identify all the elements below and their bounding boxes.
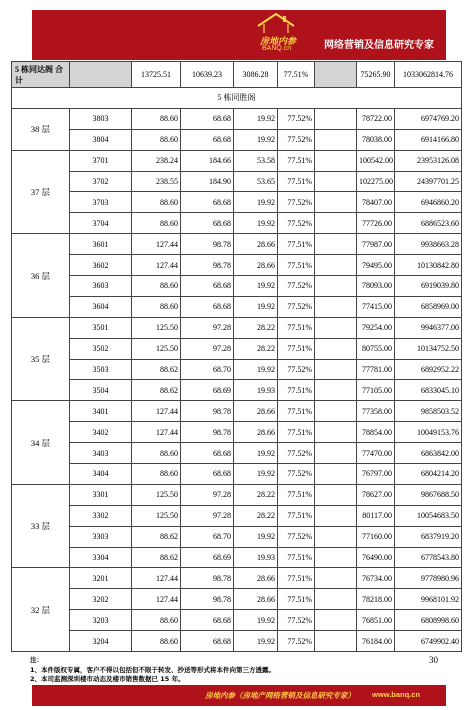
cell-value: 125.50 [132, 505, 181, 526]
notes-heading: 注： [30, 656, 43, 664]
total-value: 3086.28 [234, 62, 278, 88]
header-title: 网络营销及信息研究专家 [324, 40, 434, 51]
unit-number: 3703 [70, 192, 132, 213]
cell-value: 19.92 [234, 129, 278, 150]
logo-brand: 房地内参 [260, 37, 297, 47]
cell-value: 28.66 [234, 589, 278, 610]
cell-value: 19.92 [234, 443, 278, 464]
unit-number: 3602 [70, 255, 132, 276]
cell-value: 6778543.80 [395, 547, 462, 568]
unit-number: 3201 [70, 568, 132, 589]
cell-value: 88.62 [132, 380, 181, 401]
blank-cell [315, 631, 357, 652]
cell-value: 79254.00 [357, 317, 395, 338]
floor-label: 34 层 [12, 401, 70, 485]
section-title: 5 栋同胜阁 [12, 88, 462, 109]
table-row [12, 192, 462, 213]
cell-value: 6804214.20 [395, 464, 462, 485]
cell-value: 6837919.20 [395, 526, 462, 547]
cell-value: 68.68 [181, 192, 234, 213]
unit-number: 3702 [70, 171, 132, 192]
cell-value: 77.51% [278, 150, 315, 171]
cell-value: 77726.00 [357, 213, 395, 234]
cell-value: 88.60 [132, 296, 181, 317]
cell-value: 88.60 [132, 610, 181, 631]
cell-value: 78038.00 [357, 129, 395, 150]
footer-text: 房地内参（房地产网络营销及信息研究专家） [205, 691, 355, 700]
cell-value: 78722.00 [357, 108, 395, 129]
cell-value: 88.60 [132, 129, 181, 150]
table-row [12, 610, 462, 631]
cell-value: 88.60 [132, 464, 181, 485]
blank-cell [315, 338, 357, 359]
sales-table [11, 61, 462, 652]
table-row [12, 129, 462, 150]
cell-value: 98.78 [181, 401, 234, 422]
cell-value: 10134752.50 [395, 338, 462, 359]
blank-cell [315, 255, 357, 276]
total-value: 13725.51 [132, 62, 181, 88]
cell-value: 88.60 [132, 192, 181, 213]
cell-value: 68.68 [181, 296, 234, 317]
blank-cell [315, 317, 357, 338]
cell-value: 97.28 [181, 338, 234, 359]
cell-value: 24397701.25 [395, 171, 462, 192]
unit-number: 3704 [70, 213, 132, 234]
table-row [12, 276, 462, 297]
blank-cell [315, 443, 357, 464]
table-row [12, 296, 462, 317]
blank-cell [315, 150, 357, 171]
blank-cell [315, 380, 357, 401]
cell-value: 77.51% [278, 171, 315, 192]
blank-cell [315, 276, 357, 297]
unit-number: 3604 [70, 296, 132, 317]
cell-value: 19.92 [234, 276, 278, 297]
cell-value: 19.92 [234, 610, 278, 631]
table-row [12, 631, 462, 652]
cell-value: 88.60 [132, 631, 181, 652]
cell-value: 88.60 [132, 443, 181, 464]
cell-value: 79495.00 [357, 255, 395, 276]
cell-value: 238.55 [132, 171, 181, 192]
table-row [12, 401, 462, 422]
unit-number: 3603 [70, 276, 132, 297]
cell-value: 88.62 [132, 547, 181, 568]
cell-value: 77.51% [278, 255, 315, 276]
total-row [12, 62, 462, 88]
cell-value: 68.70 [181, 359, 234, 380]
cell-value: 88.60 [132, 276, 181, 297]
cell-value: 98.78 [181, 234, 234, 255]
table-row [12, 547, 462, 568]
unit-number: 3203 [70, 610, 132, 631]
cell-value: 10130842.80 [395, 255, 462, 276]
cell-value: 28.66 [234, 255, 278, 276]
cell-value: 127.44 [132, 422, 181, 443]
cell-value: 77.51% [278, 484, 315, 505]
cell-value: 6946860.20 [395, 192, 462, 213]
table-row [12, 150, 462, 171]
table-row [12, 484, 462, 505]
cell-value: 19.92 [234, 192, 278, 213]
cell-value: 68.69 [181, 547, 234, 568]
cell-value: 125.50 [132, 338, 181, 359]
table-row [12, 464, 462, 485]
cell-value: 53.58 [234, 150, 278, 171]
cell-value: 100542.00 [357, 150, 395, 171]
section-row [12, 88, 462, 109]
unit-number: 3504 [70, 380, 132, 401]
cell-value: 77.51% [278, 589, 315, 610]
floor-label: 32 层 [12, 568, 70, 652]
cell-value: 88.60 [132, 108, 181, 129]
cell-value: 77.52% [278, 213, 315, 234]
unit-number: 3401 [70, 401, 132, 422]
table-row [12, 526, 462, 547]
table-row [12, 443, 462, 464]
cell-value: 19.92 [234, 296, 278, 317]
cell-value: 6749902.40 [395, 631, 462, 652]
blank-cell [315, 401, 357, 422]
blank-cell [315, 589, 357, 610]
cell-value: 77.51% [278, 338, 315, 359]
cell-value: 125.50 [132, 484, 181, 505]
page-number: 30 [429, 655, 438, 665]
cell-value: 77781.00 [357, 359, 395, 380]
cell-value: 68.68 [181, 443, 234, 464]
table-row [12, 568, 462, 589]
cell-value: 19.92 [234, 213, 278, 234]
cell-value: 77.51% [278, 422, 315, 443]
table-row [12, 359, 462, 380]
total-value: 10639.23 [181, 62, 234, 88]
cell-value: 77.51% [278, 568, 315, 589]
note-item: 1、本件版权专属，客户不得以包括但不限于转发、抄送等形式将本件向第三方透露。 [30, 665, 276, 674]
cell-value: 80117.00 [357, 505, 395, 526]
cell-value: 9778980.96 [395, 568, 462, 589]
unit-number: 3202 [70, 589, 132, 610]
cell-value: 97.28 [181, 317, 234, 338]
cell-value: 28.66 [234, 422, 278, 443]
cell-value: 97.28 [181, 484, 234, 505]
cell-value: 77.52% [278, 108, 315, 129]
cell-value: 19.92 [234, 359, 278, 380]
cell-value: 68.68 [181, 631, 234, 652]
cell-value: 77.52% [278, 296, 315, 317]
cell-value: 6863842.00 [395, 443, 462, 464]
footer-url: www.banq.cn [372, 690, 421, 699]
notes [30, 656, 275, 685]
cell-value: 127.44 [132, 234, 181, 255]
blank-cell [315, 234, 357, 255]
cell-value: 125.50 [132, 317, 181, 338]
unit-number: 3302 [70, 505, 132, 526]
cell-value: 68.68 [181, 129, 234, 150]
floor-label: 37 层 [12, 150, 70, 234]
cell-value: 28.66 [234, 234, 278, 255]
cell-value: 88.60 [132, 213, 181, 234]
cell-value: 9946377.00 [395, 317, 462, 338]
blank-cell [315, 296, 357, 317]
cell-value: 10049153.76 [395, 422, 462, 443]
logo-url: BANQ.cn [262, 45, 292, 52]
note-item: 2、本司监测深圳楼市动态及楼市销售数据已 15 年。 [30, 675, 185, 683]
cell-value: 98.78 [181, 422, 234, 443]
header-band [32, 10, 446, 60]
table-row [12, 422, 462, 443]
cell-value: 127.44 [132, 401, 181, 422]
blank-cell [315, 359, 357, 380]
cell-value: 23953126.08 [395, 150, 462, 171]
floor-label: 36 层 [12, 234, 70, 318]
cell-value: 19.93 [234, 380, 278, 401]
unit-number: 3301 [70, 484, 132, 505]
cell-value: 9858503.52 [395, 401, 462, 422]
cell-value: 76734.00 [357, 568, 395, 589]
cell-value: 77.52% [278, 526, 315, 547]
cell-value: 77160.00 [357, 526, 395, 547]
cell-value: 77.52% [278, 129, 315, 150]
cell-value: 77.52% [278, 464, 315, 485]
table-row [12, 213, 462, 234]
cell-value: 127.44 [132, 589, 181, 610]
cell-value: 68.70 [181, 526, 234, 547]
cell-value: 102275.00 [357, 171, 395, 192]
cell-value: 19.92 [234, 631, 278, 652]
cell-value: 19.92 [234, 526, 278, 547]
blank-cell [315, 547, 357, 568]
cell-value: 78218.00 [357, 589, 395, 610]
blank-cell [315, 505, 357, 526]
cell-value: 9938663.28 [395, 234, 462, 255]
cell-value: 9867688.50 [395, 484, 462, 505]
cell-value: 80755.00 [357, 338, 395, 359]
blank-cell [315, 213, 357, 234]
unit-number: 3502 [70, 338, 132, 359]
cell-value: 68.68 [181, 276, 234, 297]
blank-cell [315, 464, 357, 485]
cell-value: 127.44 [132, 568, 181, 589]
blank-cell [315, 108, 357, 129]
cell-value: 78093.00 [357, 276, 395, 297]
cell-value: 6808998.60 [395, 610, 462, 631]
unit-number: 3601 [70, 234, 132, 255]
total-blank-cell [70, 62, 132, 88]
table-body [12, 62, 462, 652]
cell-value: 98.78 [181, 568, 234, 589]
cell-value: 77.51% [278, 505, 315, 526]
unit-number: 3404 [70, 464, 132, 485]
cell-value: 6914166.80 [395, 129, 462, 150]
cell-value: 19.92 [234, 464, 278, 485]
floor-label: 33 层 [12, 484, 70, 568]
total-value: 77.51% [278, 62, 315, 88]
table-row [12, 589, 462, 610]
blank-cell [315, 526, 357, 547]
table-row [12, 171, 462, 192]
cell-value: 19.92 [234, 108, 278, 129]
unit-number: 3304 [70, 547, 132, 568]
cell-value: 238.24 [132, 150, 181, 171]
unit-number: 3204 [70, 631, 132, 652]
total-blank-cell [315, 62, 357, 88]
cell-value: 76797.00 [357, 464, 395, 485]
cell-value: 28.22 [234, 505, 278, 526]
cell-value: 88.62 [132, 359, 181, 380]
table-row [12, 505, 462, 526]
unit-number: 3701 [70, 150, 132, 171]
cell-value: 77.51% [278, 380, 315, 401]
cell-value: 28.66 [234, 568, 278, 589]
cell-value: 76184.00 [357, 631, 395, 652]
cell-value: 88.62 [132, 526, 181, 547]
blank-cell [315, 171, 357, 192]
blank-cell [315, 422, 357, 443]
cell-value: 76490.00 [357, 547, 395, 568]
table-row [12, 108, 462, 129]
cell-value: 9968101.92 [395, 589, 462, 610]
cell-value: 77.52% [278, 359, 315, 380]
cell-value: 68.68 [181, 108, 234, 129]
cell-value: 78407.00 [357, 192, 395, 213]
blank-cell [315, 484, 357, 505]
table-row [12, 234, 462, 255]
cell-value: 28.22 [234, 484, 278, 505]
cell-value: 68.68 [181, 213, 234, 234]
cell-value: 77358.00 [357, 401, 395, 422]
cell-value: 184.66 [181, 150, 234, 171]
cell-value: 78854.00 [357, 422, 395, 443]
blank-cell [315, 610, 357, 631]
table-row [12, 317, 462, 338]
unit-number: 3303 [70, 526, 132, 547]
total-label: 5 栋同达阁 合计 [12, 62, 70, 88]
cell-value: 28.22 [234, 317, 278, 338]
cell-value: 97.28 [181, 505, 234, 526]
floor-label: 35 层 [12, 317, 70, 401]
house-logo-icon [256, 12, 296, 34]
unit-number: 3503 [70, 359, 132, 380]
unit-number: 3501 [70, 317, 132, 338]
total-value: 1033062814.76 [395, 62, 462, 88]
cell-value: 10054683.50 [395, 505, 462, 526]
cell-value: 127.44 [132, 255, 181, 276]
cell-value: 77.51% [278, 234, 315, 255]
cell-value: 98.78 [181, 589, 234, 610]
cell-value: 77.52% [278, 610, 315, 631]
cell-value: 77470.00 [357, 443, 395, 464]
table-row [12, 380, 462, 401]
cell-value: 76851.00 [357, 610, 395, 631]
cell-value: 77.52% [278, 631, 315, 652]
cell-value: 68.68 [181, 464, 234, 485]
unit-number: 3403 [70, 443, 132, 464]
cell-value: 6833045.10 [395, 380, 462, 401]
cell-value: 68.69 [181, 380, 234, 401]
cell-value: 77415.00 [357, 296, 395, 317]
cell-value: 28.22 [234, 338, 278, 359]
cell-value: 77.51% [278, 547, 315, 568]
unit-number: 3803 [70, 108, 132, 129]
cell-value: 77.52% [278, 443, 315, 464]
cell-value: 53.65 [234, 171, 278, 192]
cell-value: 6919039.80 [395, 276, 462, 297]
cell-value: 68.68 [181, 610, 234, 631]
cell-value: 77.52% [278, 276, 315, 297]
table-row [12, 338, 462, 359]
unit-number: 3402 [70, 422, 132, 443]
unit-number: 3804 [70, 129, 132, 150]
blank-cell [315, 192, 357, 213]
total-value: 75265.90 [357, 62, 395, 88]
cell-value: 77.51% [278, 401, 315, 422]
cell-value: 77.51% [278, 317, 315, 338]
cell-value: 184.90 [181, 171, 234, 192]
cell-value: 19.93 [234, 547, 278, 568]
cell-value: 77987.00 [357, 234, 395, 255]
cell-value: 77.52% [278, 192, 315, 213]
cell-value: 6892952.22 [395, 359, 462, 380]
blank-cell [315, 129, 357, 150]
cell-value: 6886523.60 [395, 213, 462, 234]
cell-value: 6858969.00 [395, 296, 462, 317]
cell-value: 98.78 [181, 255, 234, 276]
cell-value: 6974769.20 [395, 108, 462, 129]
table-row [12, 255, 462, 276]
blank-cell [315, 568, 357, 589]
cell-value: 77105.00 [357, 380, 395, 401]
cell-value: 78627.00 [357, 484, 395, 505]
floor-label: 38 层 [12, 108, 70, 150]
cell-value: 28.66 [234, 401, 278, 422]
